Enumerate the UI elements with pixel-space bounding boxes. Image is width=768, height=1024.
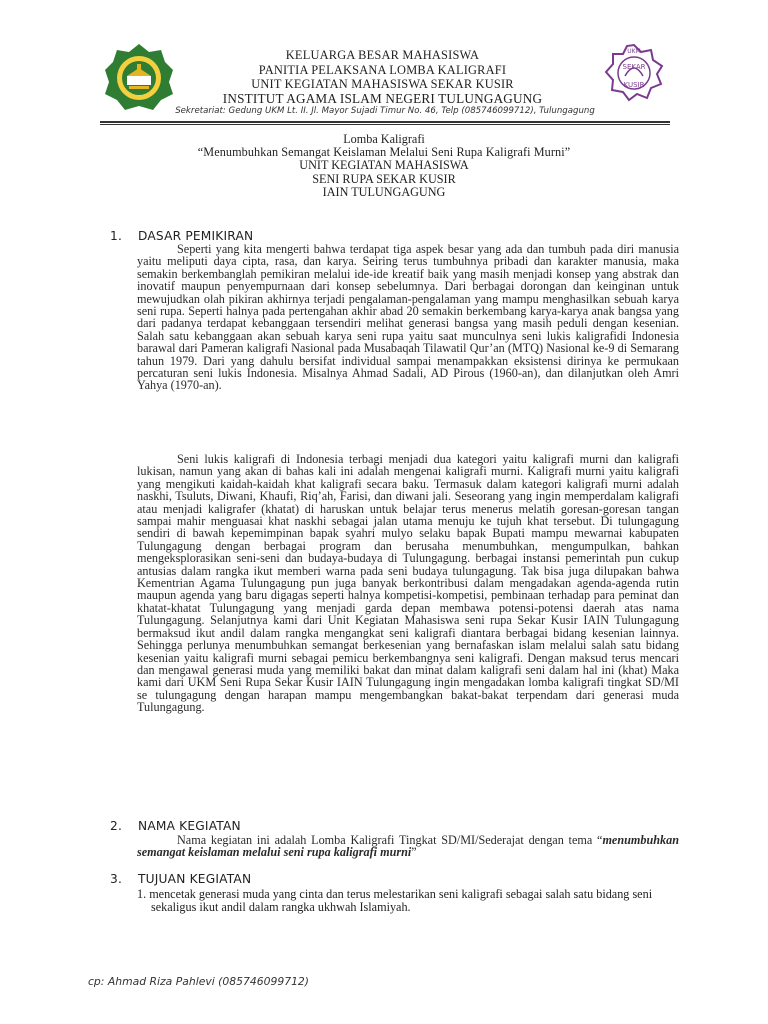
ukm-sekar-kusir-logo (603, 42, 665, 104)
section-2-heading (110, 819, 241, 833)
section-2-title: NAMA KEGIATAN (138, 819, 241, 833)
section-2-theme: menumbuhkan semangat keislaman melalui seni rupa kaligrafi murni (137, 833, 679, 860)
logo-text-ukm: UKM (627, 48, 641, 55)
section-2-quote-close: ” (411, 845, 417, 860)
section-1-title: DASAR PEMIKIRAN (138, 229, 254, 243)
section-1-number: 1. (110, 229, 123, 243)
section-2-number: 2. (110, 819, 123, 833)
section-2-paragraph (137, 834, 679, 859)
secretariat-address: Sekretariat: Gedung UKM Lt. II. Jl. Mayor Sujadi Timur No. 46, Telp (085746099712), Tulungagung (175, 106, 595, 116)
document-title-block (110, 133, 658, 199)
section-3-title: TUJUAN KEGIATAN (138, 872, 252, 886)
section-1-paragraph-2: Seni lukis kaligrafi di Indonesia terbagi menjadi dua kategori yaitu kaligrafi murni dan kaligrafi lukisan, namun yang akan di bahas kali ini adalah mengenai kaligrafi murni. Kaligrafi murni yaitu kaligrafi yang mengikuti kaidah-kaidah khat kaligrafi secara baku. Termasuk dalam kategori kaligrafi murni adalah naskhi, Tsuluts, Diwani, Khaufi, Riq’ah, Farisi, dan diwani jali. Seseorang yang ingin memperdalam kaligrafi atau menjadi kaligrafer (khatat) di haruskan untuk belajar terus menerus melatih goresan-goresan tangan sampai mahir menguasai khat naskhi sebagai jalan utama menuju ke tujuh khat tersebut. Di tulungagung sendiri di bawah kepemimpinan bapak syahri mulyo selaku bapak Bupati mampu mewarnai kabupaten Tulungagung dengan berbagai program dan berusaha menumbuhkan, mengumpulkan, bahkan mengeksplorasikan seni-seni dan budaya-budaya di Tulungagung. berbagai instansi pemerintah pun cukup antusias dalam rangka ikut memberi warna pada seni budaya tulungagung. Tak bisa juga dilupakan bahwa Kementrian Agama Tulungagung pun juga banyak berkontribusi dalam mengadakan agenda-agenda rutin maupun agenda yang baru digagas seperti halnya kompetisi-kompetisi, pembinaan terhadap para peminat dan khatat-khatat Tulungagung yang menjadi garda depan membawa potensi-potensi daerah atas nama Tulungagung. Selanjutnya kami dari Unit Kegiatan Mahasiswa seni rupa Sekar Kusir IAIN Tulungagung bermaksud ikut andil dalam rangka mengangkat seni kaligrafi diantara berbagai bidang kesenian lainnya. Sehingga perlunya menumbuhkan semangat berkesenian yang bernafaskan islam melalui salah satu bidang kesenian yaitu kaligrafi murni sebagai pemicu berkembangnya seni kaligrafi. Dengan maksud terus mencari dan mengawal generasi muda yang memiliki bakat dan minat dalam kaligrafi seni dalam hal ini (khat) Maka kami dari UKM Seni Rupa Sekar Kusir IAIN Tulungagung ingin mengadakan lomba kaligrafi tingkat SD/MI se tulungagung dengan harapan mampu mengembangkan bakat-bakat terpendam dari generasi muda Tulungagung. (137, 452, 679, 715)
iain-emblem-logo (103, 42, 175, 114)
letterhead-titles (180, 48, 585, 106)
title-line-3: UNIT KEGIATAN MAHASISWA (299, 158, 469, 173)
header-divider-thick (100, 121, 670, 123)
footer-contact: cp: Ahmad Riza Pahlevi (085746099712) (88, 975, 310, 988)
header-line-4: INSTITUT AGAMA ISLAM NEGERI TULUNGAGUNG (222, 90, 543, 106)
logo-text-kusir: KUSIR (623, 81, 645, 89)
header-line-3: UNIT KEGIATAN MAHASISWA SEKAR KUSIR (251, 77, 514, 91)
title-line-2: “Menumbuhkan Semangat Keislaman Melalui Seni Rupa Kaligrafi Murni” (197, 145, 571, 160)
section-2-quote-open: “ (597, 833, 603, 847)
section-1-heading (110, 229, 253, 243)
header-divider-thin (100, 124, 670, 125)
logo-text-sekar: SEKAR (622, 63, 646, 71)
title-line-1: Lomba Kaligrafi (343, 132, 425, 146)
section-1-paragraph-1: Seperti yang kita mengerti bahwa terdapat tiga aspek besar yang ada dan tumbuh pada diri manusia yaitu meliputi daya cipta, rasa, dan karya. Seiring terus tumbuhnya pribadi dan karakter manusia, maka semakin berkembanglah pemikiran melalui ide-ide kreatif baik yang masih menjadi konsep yang abstrak dan inovatif maupun penyempurnaan dari konsep sebelumnya. Dari berbagai dorongan dan keinginan untuk mewujudkan olah pikiran akhirnya terjadi pengalaman-pengalaman yang mampu menghasilkan sebuah karya seni rupa. Seperti halnya pada pertengahan akhir abad 20 semakin berkembang karya-karya anak bangsa yang dari padanya terdapat kebanggaan tersendiri melihat generasi bangsa yang masih peduli dengan kesenian. Salah satu kebanggaan akan sebuah karya seni rupa yaitu saat munculnya seni lukis kaligrafidi Indonesia barawal dari Pameran kaligrafi Nasional pada Musabaqah Tilawatil Qur’an (MTQ) Nasional ke-9 di Semarang tahun 1979. Dari yang dahulu bersifat individual sampai menampakkan eksistensi dirinya ke permukaan percaturan seni lukis Indonesia. Misalnya Ahmad Sadali, AD Pirous (1960-an), dan dilanjutkan oleh Amri Yahya (1970-an). (137, 242, 679, 393)
title-line-5: IAIN TULUNGAGUNG (322, 184, 446, 199)
header-line-1: KELUARGA BESAR MAHASISWA (285, 48, 480, 62)
section-3-heading (110, 872, 251, 886)
title-line-4: SENI RUPA SEKAR KUSIR (312, 171, 456, 186)
section-3-number: 3. (110, 872, 123, 886)
header-line-2: PANITIA PELAKSANA LOMBA KALIGRAFI (258, 62, 507, 77)
list-item: 1. mencetak generasi muda yang cinta dan terus melestarikan seni kaligrafi sebagai salah satu bidang seni sekaligus ikut andil dalam rangka ukhwah Islamiyah. (137, 887, 653, 914)
section-2-text: Nama kegiatan ini adalah Lomba Kaligrafi Tingkat SD/MI/Sederajat dengan tema (177, 833, 593, 847)
